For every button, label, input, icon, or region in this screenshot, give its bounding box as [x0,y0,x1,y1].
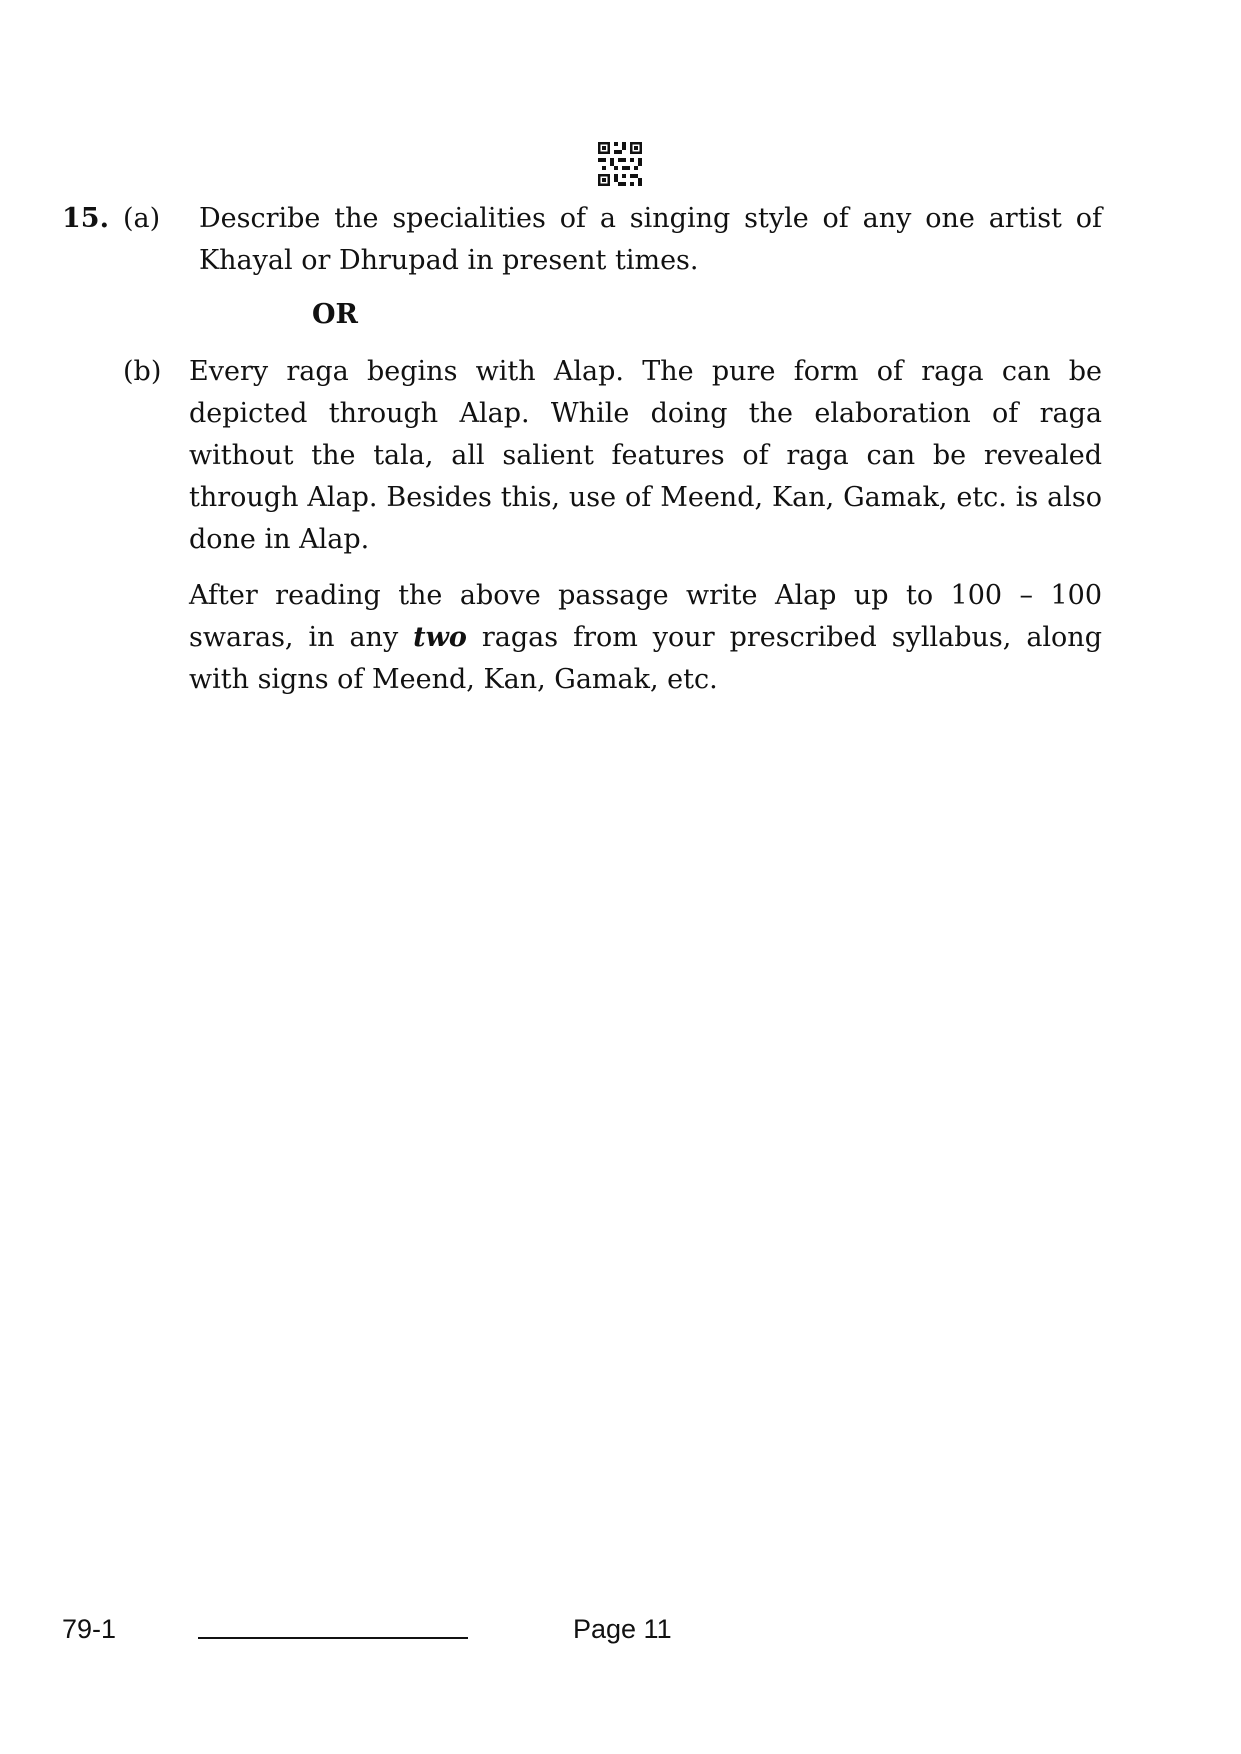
instruction-text-before: After reading the above passage write Alap up to 100 – 100 swaras, in any [189,580,1102,653]
instruction-emphasis: two [413,622,467,653]
part-a-text: Describe the specialities of a singing style of any one artist of Khayal or Dhrupad in present times. [199,203,1102,276]
page-number: Page 11 [573,1614,672,1644]
instruction-text-after: ragas from your prescribed syllabus, along with signs of Meend, Kan, Gamak, etc. [189,622,1102,695]
part-b-label: (b) [123,356,162,387]
part-b-body [189,351,1102,715]
or-separator: OR [312,299,358,330]
part-a-label: (a) [123,203,161,234]
paper-code: 79-1 [62,1614,117,1644]
part-b-instruction [189,575,1102,701]
part-b-passage: Every raga begins with Alap. The pure form of raga can be depicted through Alap. While doing the elaboration of raga without the tala, all salient features of raga can be revealed through Alap. Besides this, use of Meend, Kan, Gamak, etc. is also done in Alap. [189,356,1102,555]
qr-code [598,142,642,186]
question-number: 15. [62,203,109,234]
footer-divider [198,1637,468,1639]
